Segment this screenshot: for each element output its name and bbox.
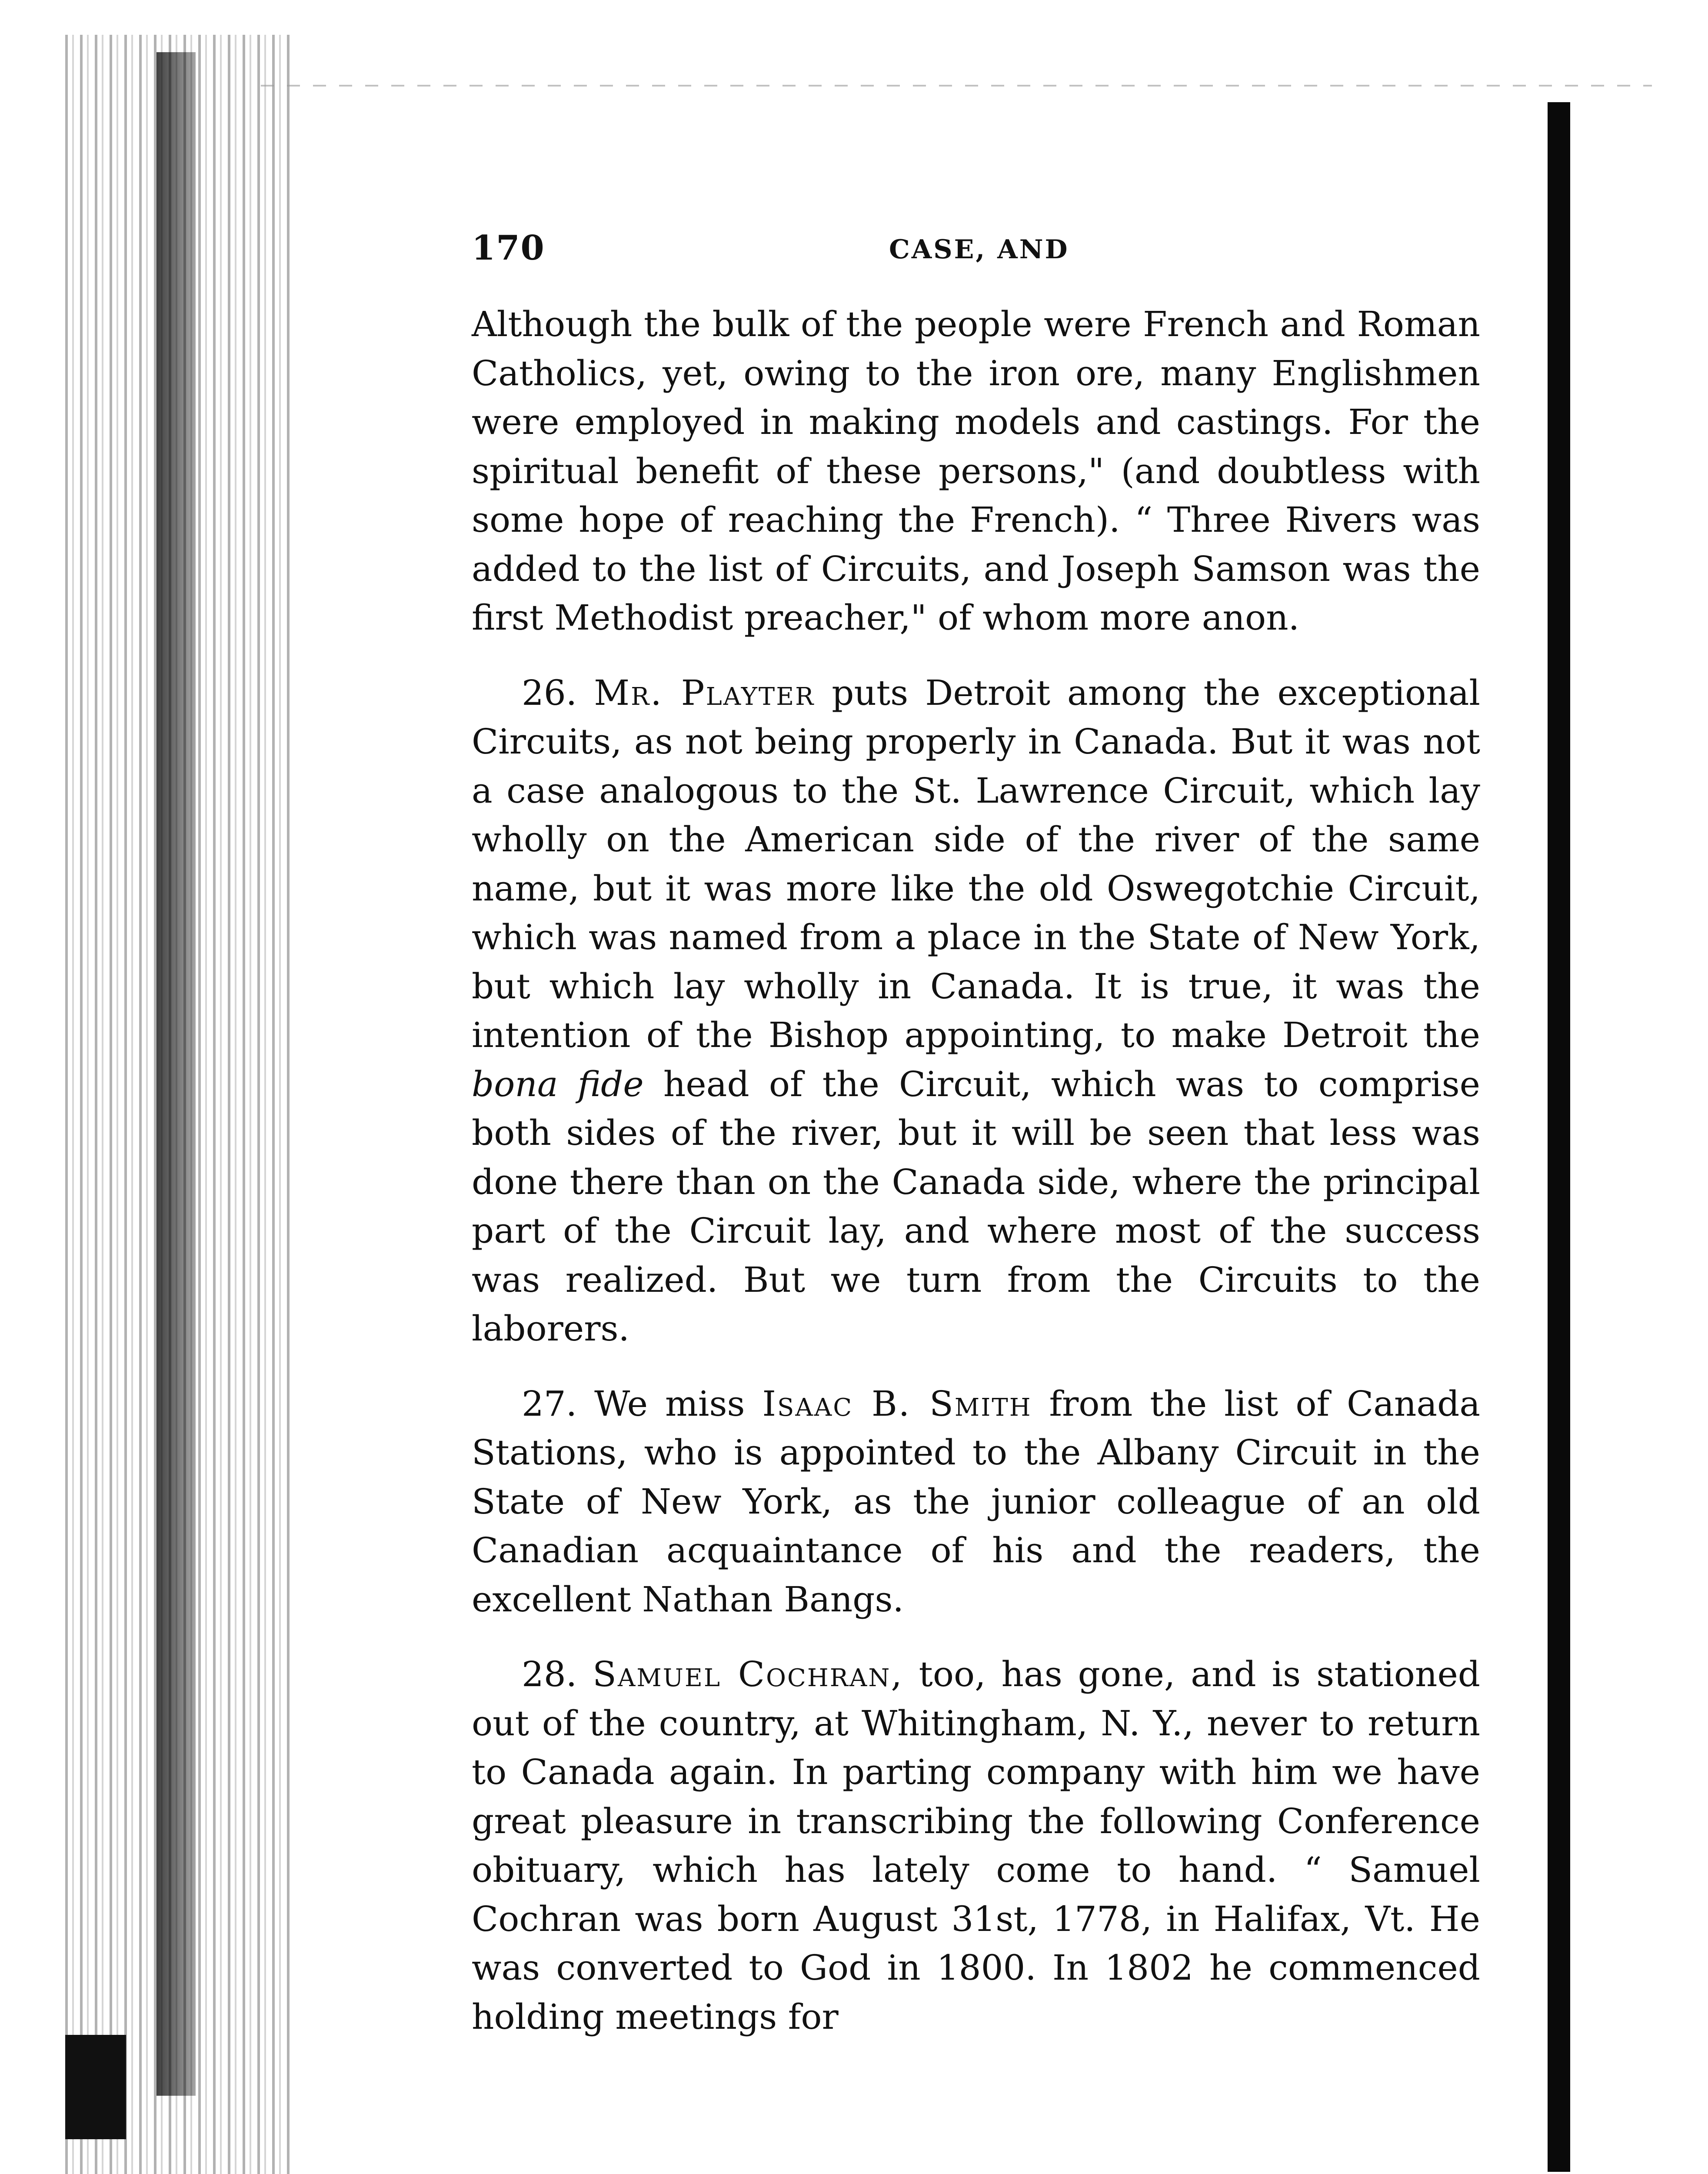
body-text	[472, 300, 1480, 2041]
paragraph-1-text: Although the bulk of the people were French and Roman Catholics, yet, owing to the iron ore, many Englishmen were employed in making models and castings. For the spiritual benefit of these persons," (and doubtless with some hope of reaching the French). “ Three Rivers was added to the list of Circuits, and Joseph Samson was the first Methodist preacher," of whom more anon.	[472, 304, 1480, 638]
paragraph-27-pre: We miss	[577, 1383, 762, 1424]
running-head: CASE, AND	[889, 234, 1069, 265]
paragraph-26-number: 26.	[522, 672, 577, 713]
paragraph-28-text: too, has gone, and is stationed out of the country, at Whitingham, N. Y., never to return to Canada again. In parting company with him we have great pleasure in transcribing the following Conference obituary, which has lately come to hand. “ Samuel Cochran was born August 31st, 1778, in Halifax, Vt. He was converted to God in 1800. In 1802 he commenced holding meetings for	[472, 1654, 1481, 2037]
binding-shadow	[156, 52, 196, 2096]
paragraph-28-name: Samuel Cochran,	[593, 1654, 903, 1694]
paragraph-26-italic: bona fide	[472, 1064, 644, 1104]
paragraph-26-name: Mr. Playter	[594, 672, 815, 713]
paragraph-27	[472, 1380, 1480, 1624]
paragraph-27-text: from the list of Canada Stations, who is appointed to the Albany Circuit in the State of New York, as the junior colleague of an old Canadian acquaintance of his and the readers, the excellent Nathan Bangs.	[472, 1383, 1481, 1620]
paragraph-1	[472, 300, 1480, 643]
paragraph-28-number: 28.	[522, 1654, 577, 1694]
page-header	[472, 228, 1480, 280]
paragraph-28	[472, 1650, 1480, 2041]
paragraph-27-number: 27.	[522, 1383, 577, 1424]
paragraph-26-text-a: puts Detroit among the exceptional Circuits, as not being properly in Canada. But it was not a case analogous to the St. Lawrence Circuit, which lay wholly on the American side of the river of the same name, but it was more like the old Oswegotchie Circuit, which was named from a place in the State of New York, but which lay wholly in Canada. It is true, it was the intention of the Bishop appointing, to make Detroit the	[472, 672, 1480, 1055]
paragraph-27-name: Isaac B. Smith	[762, 1383, 1032, 1424]
right-border-bar	[1548, 102, 1570, 2172]
top-scan-edge	[261, 85, 1652, 87]
paragraph-26	[472, 669, 1480, 1354]
binding-dark-block	[65, 2035, 126, 2139]
paragraph-26-text-b: head of the Circuit, which was to comprise both sides of the river, but it will be seen that less was done there than on the Canada side, where the principal part of the Circuit lay, and where most of the success was realized. But we turn from the Circuits to the laborers.	[472, 1064, 1481, 1349]
page-number: 170	[472, 228, 545, 268]
